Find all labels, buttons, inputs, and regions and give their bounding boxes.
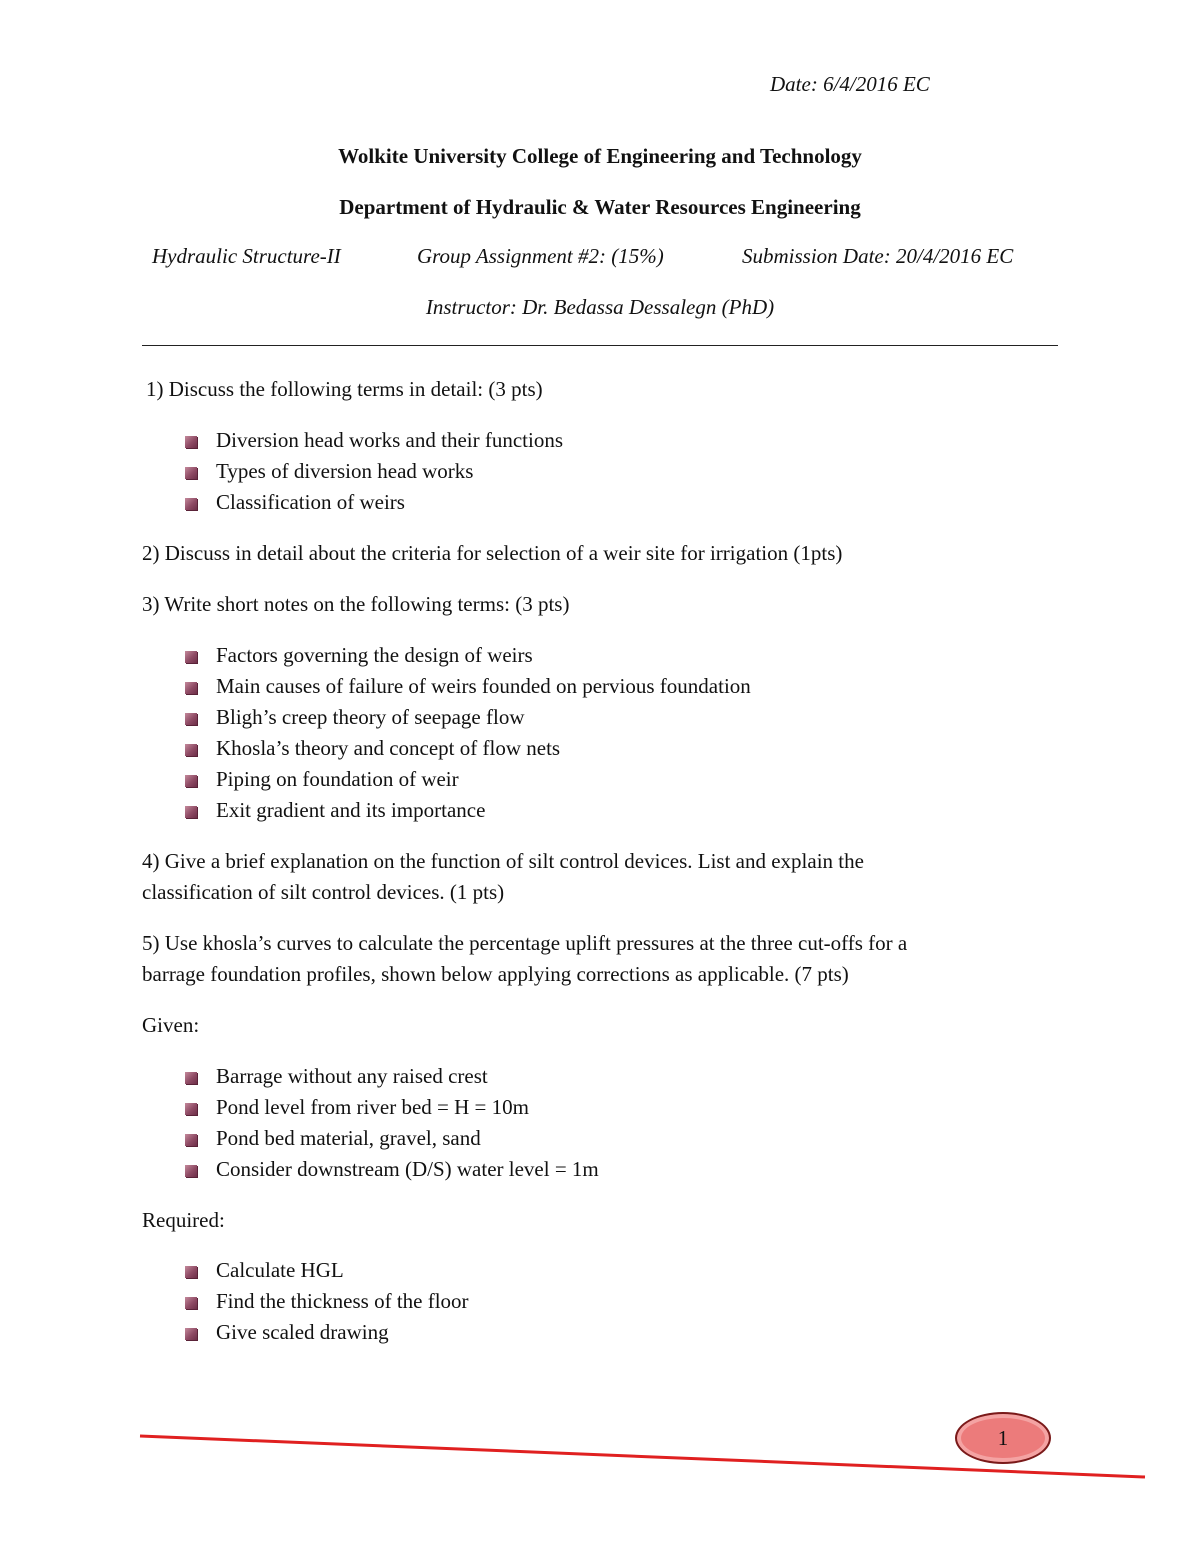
date-line: Date: 6/4/2016 EC (770, 72, 930, 96)
university-title: Wolkite University College of Engineering and Technology (338, 144, 862, 168)
question-5-line-2: barrage foundation profiles, shown below applying corrections as applicable. (7 pts) (142, 962, 849, 986)
question-4-line-2: classification of silt control devices. (1 pts) (142, 880, 505, 904)
department-title: Department of Hydraulic & Water Resources Engineering (339, 195, 861, 219)
page-number-badge (955, 1412, 1051, 1464)
question-3: 3) Write short notes on the following terms: (3 pts) (142, 592, 570, 616)
question-2: 2) Discuss in detail about the criteria for selection of a weir site for irrigation (1pts) (142, 541, 843, 565)
question-4-line-1: 4) Give a brief explanation on the function of silt control devices. List and explain the (142, 849, 864, 873)
question-1: 1) Discuss the following terms in detail: (3 pts) (146, 377, 543, 401)
question-5-line-1: 5) Use khosla’s curves to calculate the percentage uplift pressures at the three cut-offs for a (142, 931, 908, 955)
given-label: Given: (142, 1013, 200, 1037)
instructor-line: Instructor: Dr. Bedassa Dessalegn (PhD) (425, 295, 775, 319)
page-number: 1 (997, 1425, 1009, 1450)
submission-date: Submission Date: 20/4/2016 EC (742, 244, 1014, 268)
required-label: Required: (142, 1208, 225, 1232)
assignment-label: Group Assignment #2: (15%) (417, 244, 664, 268)
course-name: Hydraulic Structure-II (152, 244, 341, 268)
